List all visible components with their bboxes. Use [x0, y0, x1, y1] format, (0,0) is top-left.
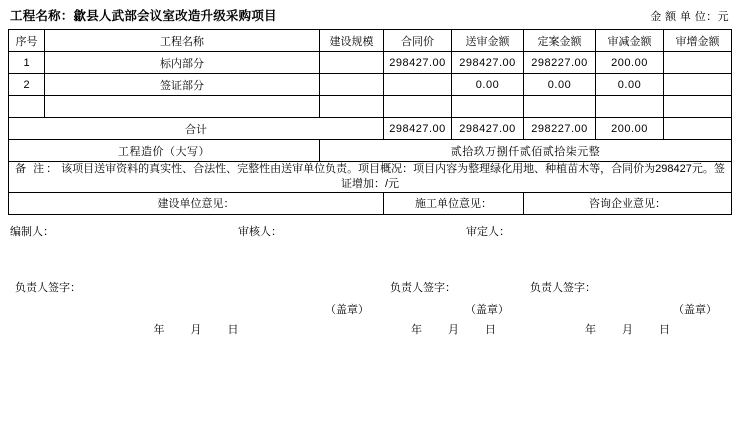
- cell-scale: [320, 96, 384, 118]
- date-year-label: 年: [585, 323, 596, 336]
- column-header-submitted-amount: 送审金额: [452, 30, 524, 52]
- document-footer: [8, 215, 733, 239]
- cell-no: 1: [9, 52, 45, 74]
- total-settled-amount: 298227.00: [524, 118, 596, 140]
- opinion-title-consultant: 咨询企业意见：: [589, 198, 666, 211]
- cell-settled-amount: [524, 96, 596, 118]
- remark-row: [9, 162, 732, 193]
- page-title-value: 歙县人武部会议室改造升级采购项目: [73, 9, 277, 23]
- date-year-label: 年: [411, 323, 422, 336]
- cell-increased-amount: [664, 96, 732, 118]
- cell-scale: [320, 52, 384, 74]
- document-header: [8, 6, 731, 29]
- cell-project-name: 标内部分: [45, 52, 320, 74]
- total-reduced-amount: 200.00: [596, 118, 664, 140]
- cell-contract-price: 298427.00: [384, 52, 452, 74]
- opinion-title-owner: 建设单位意见：: [157, 198, 235, 211]
- cell-project-name: [45, 96, 320, 118]
- date-day-label: 日: [659, 323, 670, 336]
- column-header-no: 序号: [9, 30, 45, 52]
- cell-settled-amount: 0.00: [524, 74, 596, 96]
- cell-settled-amount: 298227.00: [524, 52, 596, 74]
- column-header-scale: 建设规模: [320, 30, 384, 52]
- opinion-block-consultant: [524, 192, 732, 336]
- opinion-seal-contractor: （盖章）: [465, 303, 509, 316]
- table-total-row: [9, 118, 732, 140]
- column-header-reduced-amount: 审减金额: [596, 30, 664, 52]
- opinion-signature-owner: 负责人签字：: [15, 281, 81, 294]
- table-row: [9, 74, 732, 96]
- total-label: 合计: [9, 118, 384, 140]
- table-row: [9, 96, 732, 118]
- date-day-label: 日: [485, 323, 496, 336]
- date-month-label: 月: [190, 323, 202, 336]
- opinion-title-contractor: 施工单位意见：: [415, 198, 492, 211]
- column-header-increased-amount: 审增金额: [664, 30, 732, 52]
- opinion-signature-contractor: 负责人签字：: [390, 281, 456, 294]
- cell-reduced-amount: 200.00: [596, 52, 664, 74]
- footer-preparer: 编制人：: [10, 225, 54, 238]
- total-submitted-amount: 298427.00: [452, 118, 524, 140]
- date-month-label: 月: [622, 323, 633, 336]
- opinion-seal-owner: （盖章）: [325, 303, 369, 316]
- cell-no: 2: [9, 74, 45, 96]
- cell-contract-price: [384, 74, 452, 96]
- price-in-words-label: 工程造价（大写）: [9, 140, 320, 162]
- date-day-label: 日: [227, 323, 239, 336]
- cell-submitted-amount: 0.00: [452, 74, 524, 96]
- remark-label: 备 注：: [15, 163, 60, 175]
- cell-increased-amount: [664, 74, 732, 96]
- opinion-date-owner: [9, 321, 383, 337]
- cell-submitted-amount: [452, 96, 524, 118]
- cell-submitted-amount: 298427.00: [452, 52, 524, 74]
- cell-increased-amount: [664, 52, 732, 74]
- table-row: [9, 52, 732, 74]
- price-in-words-value: 贰拾玖万捌仟贰佰贰拾柒元整: [320, 140, 732, 162]
- opinions-row: [9, 192, 732, 214]
- opinion-date-contractor: [384, 321, 523, 337]
- cell-scale: [320, 74, 384, 96]
- cell-no: [9, 96, 45, 118]
- total-contract-price: 298427.00: [384, 118, 452, 140]
- footer-approver: 审定人：: [466, 225, 510, 238]
- cell-project-name: 签证部分: [45, 74, 320, 96]
- page-title-label: 工程名称：: [10, 9, 74, 23]
- opinion-signature-consultant: 负责人签字：: [530, 281, 596, 294]
- total-increased-amount: [664, 118, 732, 140]
- amount-unit-note: 金 额 单 位：元: [650, 11, 729, 23]
- remark-text: 该项目送审资料的真实性、合法性、完整性由送审单位负责。项目概况：项目内容为整理绿化用地、种植苗木等，合同价为298427元。签证增加：/元: [61, 163, 725, 190]
- column-header-contract-price: 合同价: [384, 30, 452, 52]
- opinion-seal-consultant: （盖章）: [673, 303, 717, 316]
- remark-cell: [9, 162, 732, 193]
- opinion-date-consultant: [524, 321, 731, 337]
- footer-reviewer: 审核人：: [238, 225, 282, 238]
- date-year-label: 年: [153, 323, 165, 336]
- page-title: [10, 6, 277, 24]
- column-header-project-name: 工程名称: [45, 30, 320, 52]
- cell-contract-price: [384, 96, 452, 118]
- price-in-words-row: [9, 140, 732, 162]
- column-header-settled-amount: 定案金额: [524, 30, 596, 52]
- cell-reduced-amount: [596, 96, 664, 118]
- date-month-label: 月: [448, 323, 459, 336]
- cell-reduced-amount: 0.00: [596, 74, 664, 96]
- table-header-row: [9, 30, 732, 52]
